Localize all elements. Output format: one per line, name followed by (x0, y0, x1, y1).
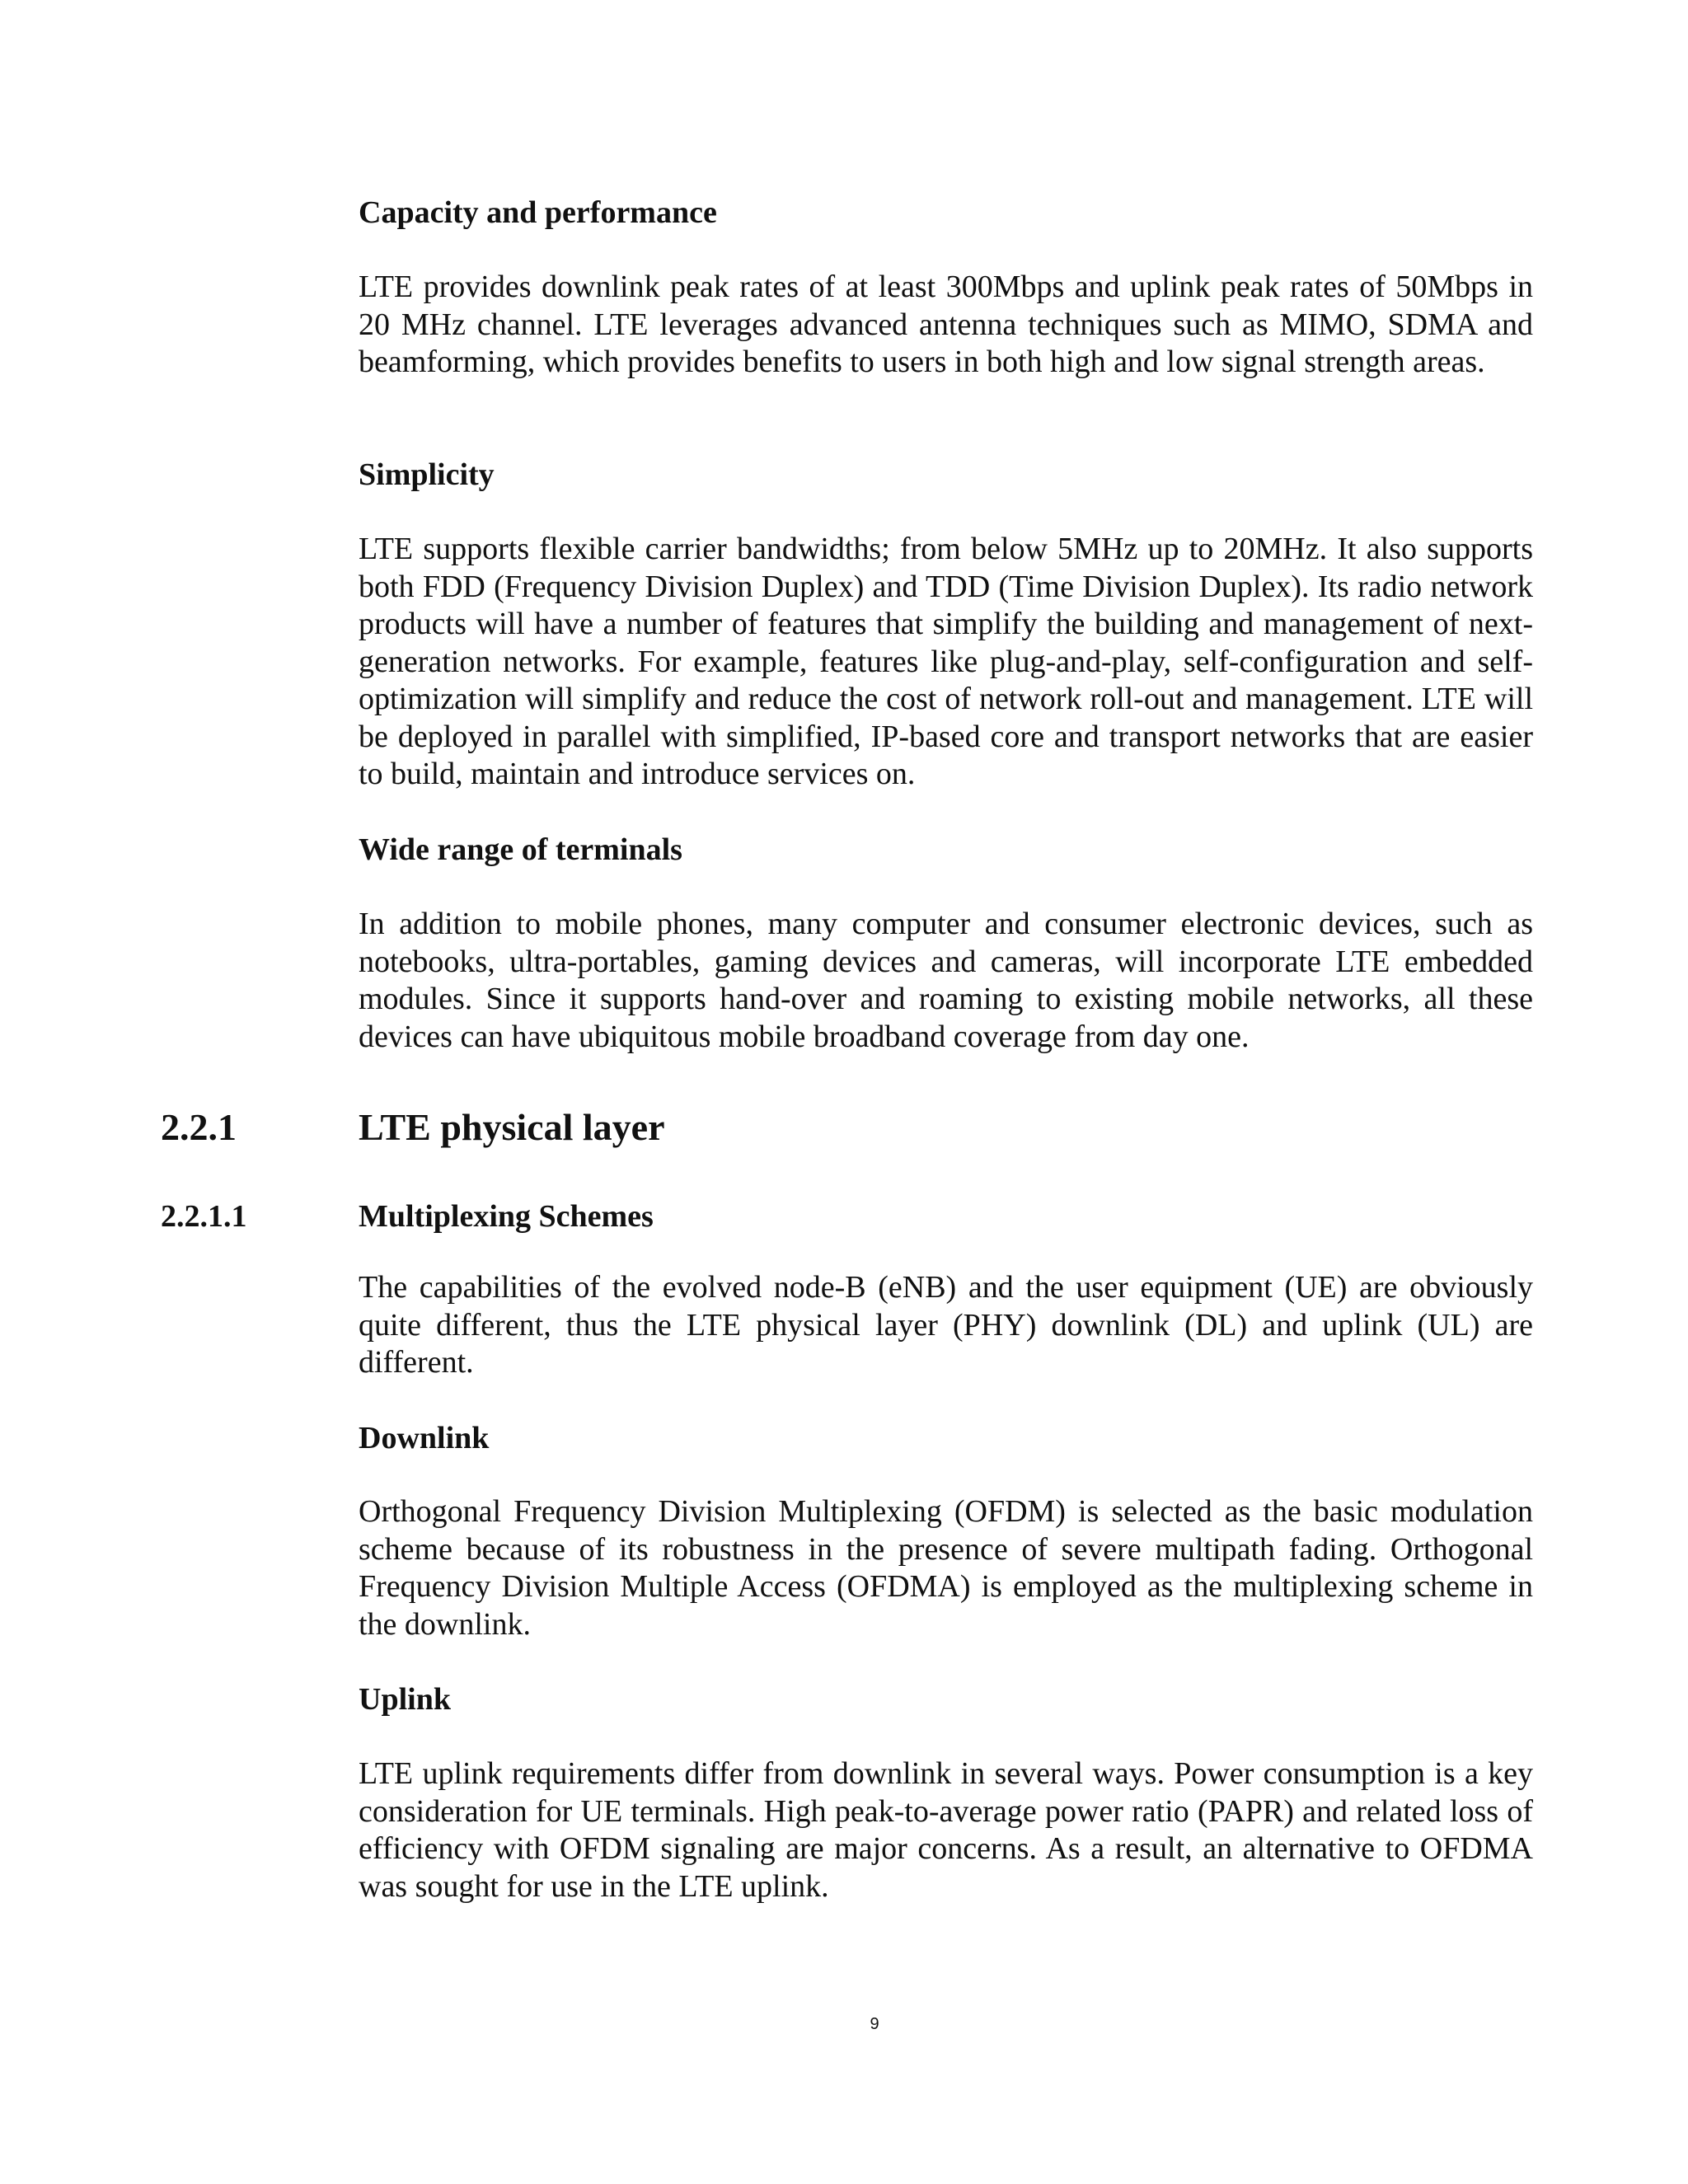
section-2-2-1-number: 2.2.1 (161, 1106, 237, 1148)
simplicity-paragraph-block (359, 531, 1533, 794)
downlink-paragraph-block (359, 1493, 1533, 1643)
uplink-paragraph: LTE uplink requirements differ from downlink in several ways. Power consumption is a key consideration for UE terminals. High peak-to-average power ratio (PAPR) and related loss of efficiency with OFDM signaling are major concerns. As a result, an alternative to OFDMA was sought for use in the LTE uplink. (359, 1756, 1533, 1904)
uplink-paragraph-block (359, 1755, 1533, 1905)
simplicity-heading: Simplicity (359, 457, 495, 492)
downlink-heading: Downlink (359, 1421, 490, 1455)
capacity-heading: Capacity and performance (359, 195, 717, 230)
terminals-paragraph: In addition to mobile phones, many computer and consumer electronic devices, such as notebooks, ultra-portables, gaming devices and cameras, will incorporate LTE embedded modules. Since it supports hand-over and roaming to existing mobile networks, all these devices can have ubiquitous mobile broadband coverage from day one. (359, 907, 1533, 1054)
downlink-paragraph: Orthogonal Frequency Division Multiplexing (OFDM) is selected as the basic modulation scheme because of its robustness in the presence of severe multipath fading. Orthogonal Frequency Division Multiple Access (OFDMA) is employed as the multiplexing scheme in the downlink. (359, 1494, 1533, 1642)
multiplexing-intro-paragraph: The capabilities of the evolved node-B (eNB) and the user equipment (UE) are obviously quite different, thus the LTE physical layer (PHY) downlink (DL) and uplink (UL) are different. (359, 1270, 1533, 1380)
multiplexing-intro-block (359, 1269, 1533, 1382)
section-2-2-1-1-number: 2.2.1.1 (161, 1199, 247, 1234)
page-number: 9 (870, 2015, 879, 2033)
section-2-2-1-1-title: Multiplexing Schemes (359, 1199, 654, 1234)
terminals-heading: Wide range of terminals (359, 832, 682, 867)
simplicity-paragraph: LTE supports flexible carrier bandwidths; from below 5MHz up to 20MHz. It also supports both FDD (Frequency Division Duplex) and TDD (Time Division Duplex). Its radio network products will have a number of features that simplify the building and management of next-generation networks. For example, features like plug-and-play, self-configuration and self-optimization will simplify and reduce the cost of network roll-out and management. LTE will be deployed in parallel with simplified, IP-based core and transport networks that are easier to build, maintain and introduce services on. (359, 532, 1533, 791)
capacity-paragraph: LTE provides downlink peak rates of at least 300Mbps and uplink peak rates of 50Mbps in 20 MHz channel. LTE leverages advanced antenna techniques such as MIMO, SDMA and beamforming, which provides benefits to users in both high and low signal strength areas. (359, 269, 1533, 379)
section-2-2-1-title: LTE physical layer (359, 1106, 665, 1148)
capacity-paragraph-block (359, 269, 1533, 382)
uplink-heading: Uplink (359, 1682, 451, 1717)
terminals-paragraph-block (359, 906, 1533, 1056)
